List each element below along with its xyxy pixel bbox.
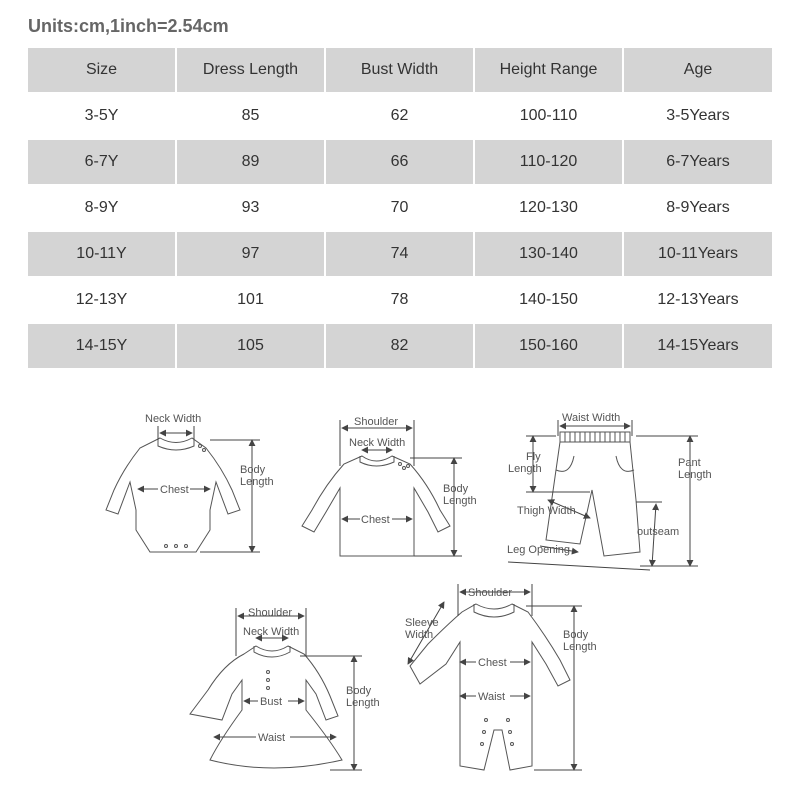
cell-age: 14-15Years [623, 323, 772, 369]
label-chest: Chest [361, 514, 390, 526]
cell-height-range: 140-150 [474, 277, 623, 323]
label-neck-width: Neck Width [145, 413, 202, 425]
measurement-diagrams [0, 395, 800, 800]
header-dress-length: Dress Length [176, 48, 325, 93]
cell-height-range: 120-130 [474, 185, 623, 231]
label-neck-width: Neck Width [349, 437, 406, 449]
header-age: Age [623, 48, 772, 93]
label-thigh-width: Thigh Width [517, 505, 576, 517]
label-body-length: Length [346, 697, 380, 709]
label-shoulder: Shoulder [354, 416, 399, 428]
label-body-length: Length [563, 641, 597, 653]
size-chart-table [28, 48, 772, 370]
label-pant-length: Pant [678, 457, 701, 469]
cell-size: 8-9Y [28, 185, 176, 231]
table-row [28, 277, 772, 323]
cell-dress-length: 93 [176, 185, 325, 231]
table-row [28, 93, 772, 139]
label-chest: Chest [478, 657, 507, 669]
label-body-length: Body [443, 483, 469, 495]
cell-age: 6-7Years [623, 139, 772, 185]
cell-age: 10-11Years [623, 231, 772, 277]
cell-height-range: 100-110 [474, 93, 623, 139]
cell-bust-width: 74 [325, 231, 474, 277]
cell-bust-width: 62 [325, 93, 474, 139]
cell-dress-length: 85 [176, 93, 325, 139]
jumpsuit-diagram [408, 584, 582, 770]
label-body-length: Body [346, 685, 372, 697]
label-shoulder: Shoulder [468, 587, 513, 599]
table-row [28, 323, 772, 369]
table-header-row [28, 48, 772, 93]
label-sleeve-width: Width [405, 629, 434, 641]
table-row [28, 139, 772, 185]
cell-dress-length: 89 [176, 139, 325, 185]
header-height-range: Height Range [474, 48, 623, 93]
cell-size: 3-5Y [28, 93, 176, 139]
cell-dress-length: 97 [176, 231, 325, 277]
cell-size: 14-15Y [28, 323, 176, 369]
cell-dress-length: 105 [176, 323, 325, 369]
cell-bust-width: 66 [325, 139, 474, 185]
table-row [28, 231, 772, 277]
label-neck-width: Neck Width [243, 626, 300, 638]
cell-age: 8-9Years [623, 185, 772, 231]
cell-bust-width: 78 [325, 277, 474, 323]
label-sleeve-width: Sleeve [405, 617, 439, 629]
label-pant-length: Length [678, 469, 712, 481]
cell-bust-width: 70 [325, 185, 474, 231]
label-body-length: Body [240, 464, 266, 476]
cell-size: 10-11Y [28, 231, 176, 277]
header-bust-width: Bust Width [325, 48, 474, 93]
label-body-length: Length [240, 476, 274, 488]
cell-height-range: 110-120 [474, 139, 623, 185]
cell-dress-length: 101 [176, 277, 325, 323]
units-note: Units:cm,1inch=2.54cm [28, 16, 229, 36]
cell-size: 6-7Y [28, 139, 176, 185]
label-fly-length: Length [508, 463, 542, 475]
label-shoulder: Shoulder [248, 607, 293, 619]
cell-age: 12-13Years [623, 277, 772, 323]
cell-size: 12-13Y [28, 277, 176, 323]
cell-height-range: 130-140 [474, 231, 623, 277]
label-waist: Waist [478, 691, 506, 703]
cell-bust-width: 82 [325, 323, 474, 369]
header-size: Size [28, 48, 176, 93]
label-outseam: outseam [637, 526, 680, 538]
label-fly-length: Fly [526, 451, 541, 463]
label-leg-opening: Leg Opening [507, 544, 570, 556]
table-row [28, 185, 772, 231]
label-body-length: Body [563, 629, 589, 641]
cell-height-range: 150-160 [474, 323, 623, 369]
label-waist-width: Waist Width [562, 412, 621, 424]
label-waist: Waist [258, 732, 286, 744]
label-body-length: Length [443, 495, 477, 507]
label-chest: Chest [160, 484, 189, 496]
label-bust: Bust [260, 696, 283, 708]
cell-age: 3-5Years [623, 93, 772, 139]
